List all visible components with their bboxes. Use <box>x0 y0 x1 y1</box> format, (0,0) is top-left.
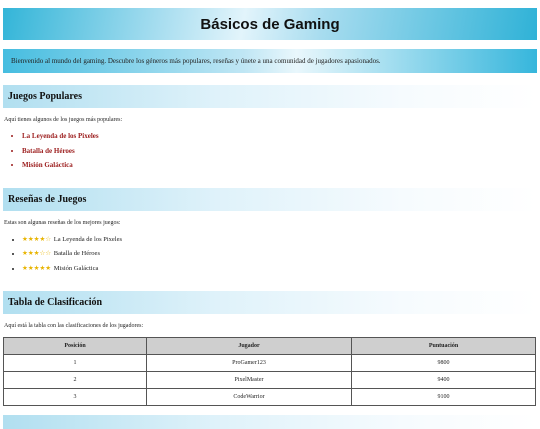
page-title: Básicos de Gaming <box>200 15 340 33</box>
column-header-position: Posición <box>4 338 147 355</box>
cell-score: 9100 <box>352 389 536 406</box>
leaderboard-table <box>3 337 536 406</box>
column-header-score: Puntuación <box>352 338 536 355</box>
section-header-popular <box>3 85 537 108</box>
review-item <box>22 264 537 279</box>
star-rating-icon: ★★★★☆ <box>22 235 52 243</box>
page <box>0 8 540 429</box>
table-row <box>4 372 536 389</box>
review-title: La Leyenda de los Pixeles <box>53 235 122 243</box>
cell-score: 9800 <box>352 355 536 372</box>
table-row <box>4 355 536 372</box>
star-rating-icon: ★★★☆☆ <box>22 250 52 257</box>
popular-intro: Aquí tienes algunos de los juegos más populares: <box>4 117 123 123</box>
section-title-popular: Juegos Populares <box>8 91 82 102</box>
welcome-banner <box>3 49 537 73</box>
reviews-intro: Estas son algunas reseñas de los mejores juegos: <box>4 219 121 226</box>
section-title-ranking: Tabla de Clasificación <box>8 297 103 308</box>
ranking-intro: Aquí está la tabla con las clasificaciones de los jugadores: <box>4 323 144 329</box>
game-link[interactable]: • Batalla de Héroes <box>22 147 537 162</box>
review-title: Batalla de Héroes <box>53 250 100 257</box>
section-title-reviews: Reseñas de Juegos <box>8 193 87 205</box>
review-item <box>22 249 537 264</box>
star-rating-icon: ★★★★★ <box>22 264 52 272</box>
cell-player: ProGamer123 <box>147 355 352 372</box>
table-row <box>4 389 536 406</box>
section-header-next <box>3 415 537 429</box>
cell-position: 1 <box>4 355 147 372</box>
column-header-player: Jugador <box>147 338 352 355</box>
review-title: Misión Galáctica <box>53 264 99 272</box>
review-item <box>22 235 537 250</box>
popular-games-list <box>3 132 537 176</box>
section-header-ranking <box>3 291 537 314</box>
cell-score: 9400 <box>352 372 536 389</box>
cell-position: 3 <box>4 389 147 406</box>
section-header-reviews <box>3 188 537 211</box>
site-header <box>3 8 537 40</box>
game-link[interactable]: • La Leyenda de los Pixeles <box>22 132 537 147</box>
game-link[interactable]: • Misión Galáctica <box>22 161 537 176</box>
cell-player: PixelMaster <box>147 372 352 389</box>
welcome-text: Bienvenido al mundo del gaming. Descubre los géneros más populares, reseñas y únete a una comunidad de jugadores apasionados. <box>11 57 381 65</box>
cell-player: CodeWarrior <box>147 389 352 406</box>
table-header-row <box>4 338 536 355</box>
reviews-list <box>3 235 537 279</box>
cell-position: 2 <box>4 372 147 389</box>
